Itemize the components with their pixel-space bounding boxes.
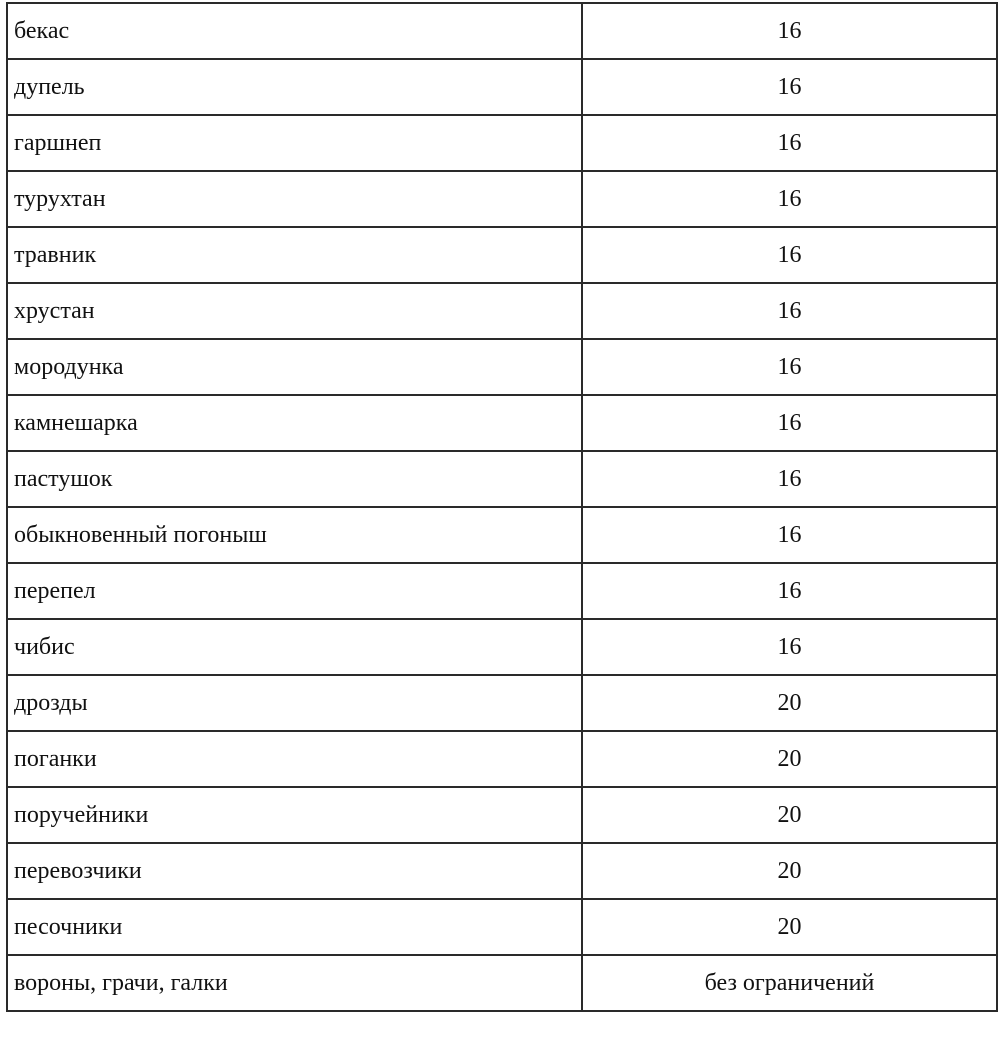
species-cell: обыкновенный погоныш xyxy=(7,507,582,563)
table-row xyxy=(7,675,997,731)
species-cell: гаршнеп xyxy=(7,115,582,171)
table-row xyxy=(7,59,997,115)
table-row xyxy=(7,3,997,59)
table-row xyxy=(7,787,997,843)
limit-cell: 20 xyxy=(582,787,997,843)
species-cell: мородунка xyxy=(7,339,582,395)
species-cell: песочники xyxy=(7,899,582,955)
table-row xyxy=(7,171,997,227)
limit-cell: 16 xyxy=(582,563,997,619)
species-cell: дупель xyxy=(7,59,582,115)
limit-cell: 20 xyxy=(582,843,997,899)
species-cell: травник xyxy=(7,227,582,283)
table-row xyxy=(7,451,997,507)
table-row xyxy=(7,507,997,563)
table-row xyxy=(7,227,997,283)
limit-cell: 16 xyxy=(582,451,997,507)
table-row xyxy=(7,339,997,395)
limit-cell: 20 xyxy=(582,731,997,787)
table-row xyxy=(7,731,997,787)
limit-cell: 20 xyxy=(582,899,997,955)
species-cell: вороны, грачи, галки xyxy=(7,955,582,1011)
table-row xyxy=(7,899,997,955)
limit-cell: 16 xyxy=(582,59,997,115)
limit-cell: 16 xyxy=(582,227,997,283)
species-cell: поручейники xyxy=(7,787,582,843)
limit-cell: 16 xyxy=(582,619,997,675)
table-row xyxy=(7,115,997,171)
limit-cell: 16 xyxy=(582,115,997,171)
table-row xyxy=(7,843,997,899)
limit-cell: без ограничений xyxy=(582,955,997,1011)
species-cell: камнешарка xyxy=(7,395,582,451)
species-cell: хрустан xyxy=(7,283,582,339)
species-cell: бекас xyxy=(7,3,582,59)
limit-cell: 16 xyxy=(582,171,997,227)
limit-cell: 16 xyxy=(582,283,997,339)
species-cell: перепел xyxy=(7,563,582,619)
limit-cell: 20 xyxy=(582,675,997,731)
limit-cell: 16 xyxy=(582,3,997,59)
species-cell: пастушок xyxy=(7,451,582,507)
species-cell: дрозды xyxy=(7,675,582,731)
species-cell: чибис xyxy=(7,619,582,675)
table-row xyxy=(7,283,997,339)
species-limit-table xyxy=(6,2,998,1012)
table-body xyxy=(7,3,997,1011)
limit-cell: 16 xyxy=(582,507,997,563)
species-cell: поганки xyxy=(7,731,582,787)
species-cell: перевозчики xyxy=(7,843,582,899)
table-row xyxy=(7,619,997,675)
table-row xyxy=(7,563,997,619)
species-cell: турухтан xyxy=(7,171,582,227)
limit-cell: 16 xyxy=(582,395,997,451)
table-row xyxy=(7,395,997,451)
limit-cell: 16 xyxy=(582,339,997,395)
table-row xyxy=(7,955,997,1011)
